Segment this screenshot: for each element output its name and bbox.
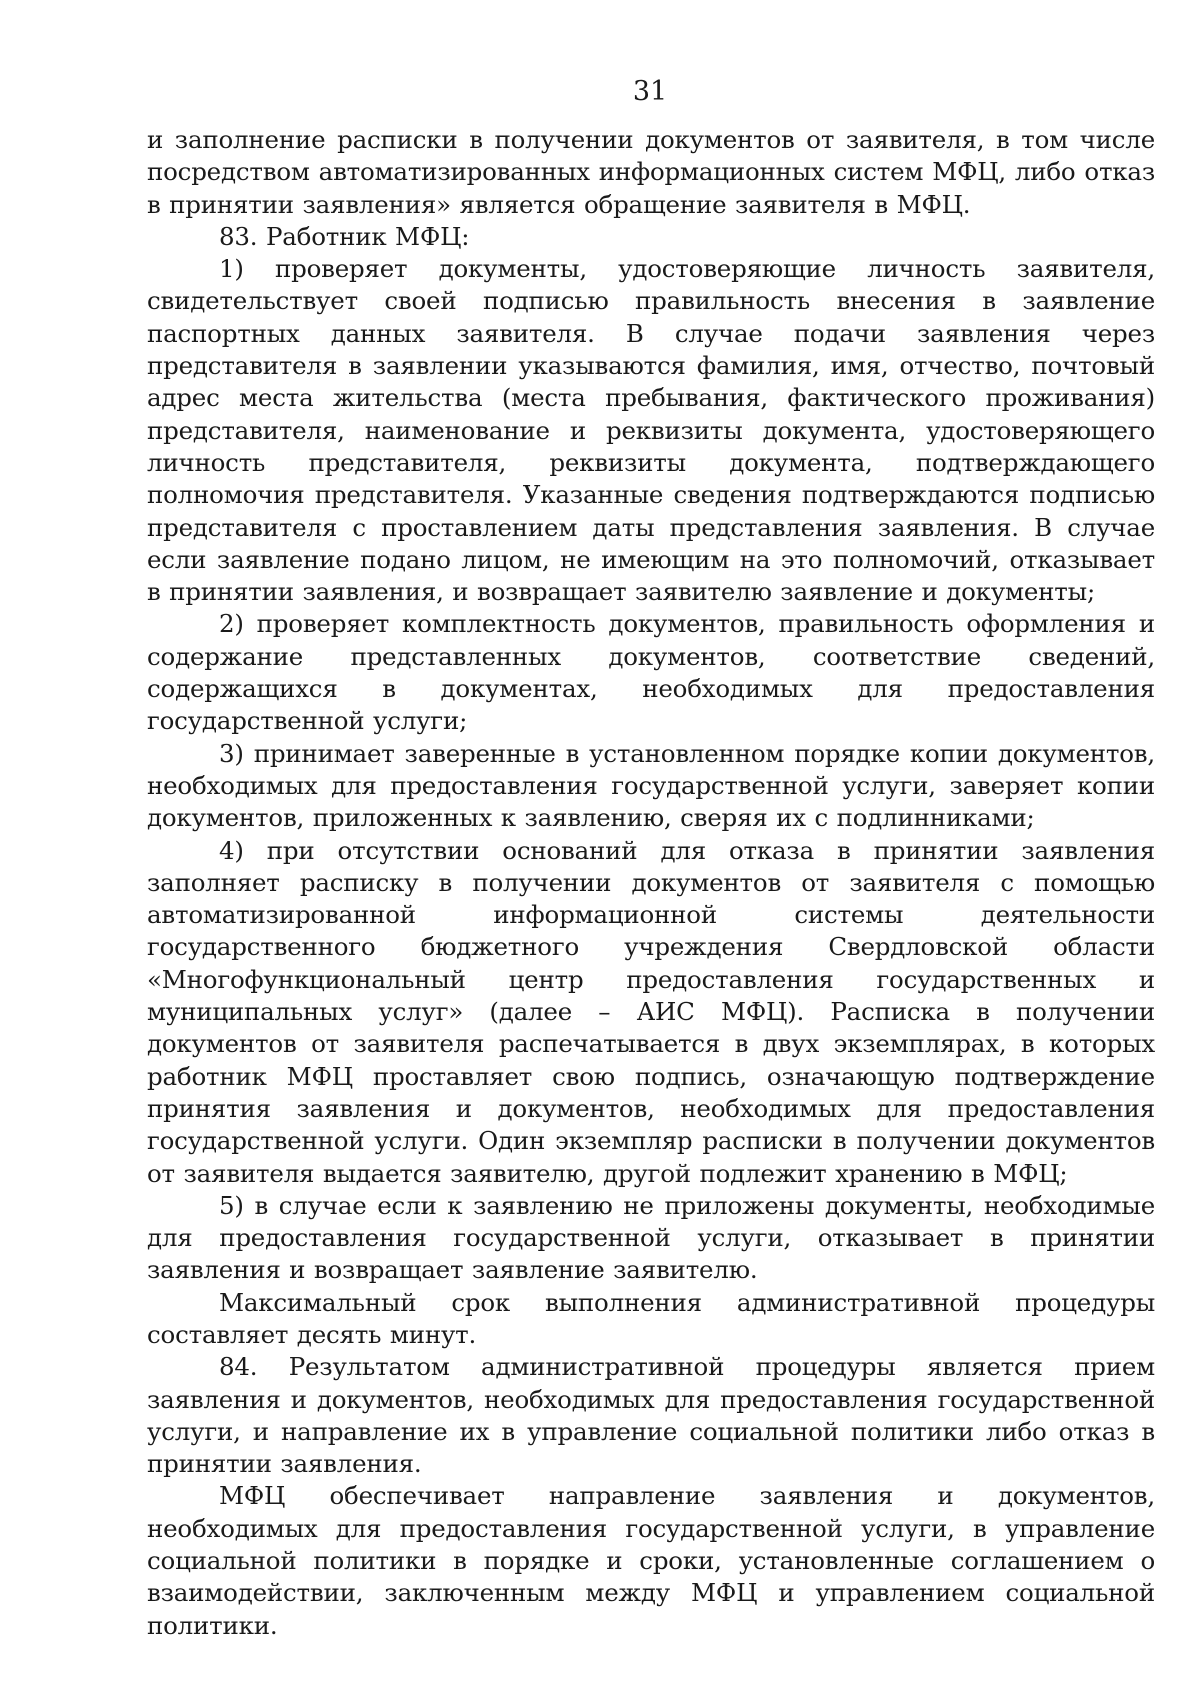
paragraph-item-3: 3) принимает заверенные в установленном порядке копии документов, необходимых для предоставления государственной услуги, заверяет копии документов, приложенных к заявлению, сверяя их с подлинниками; <box>147 738 1155 833</box>
paragraph-continuation: и заполнение расписки в получении документов от заявителя, в том числе посредством автоматизированных информационных систем МФЦ, либо отказ в принятии заявления» является обращение заявителя в МФЦ. <box>147 125 1155 219</box>
paragraph-item-1: 1) проверяет документы, удостоверяющие личность заявителя, свидетельствует своей подписью правильность внесения в заявление паспортных данных заявителя. В случае подачи заявления через представителя в заявлении указываются фамилия, имя, отчество, почтовый адрес места жительства (места пребывания, фактического проживания) представителя, наименование и реквизиты документа, удостоверяющего личность представителя, реквизиты документа, подтверждающего полномочия представителя. Указанные сведения подтверждаются подписью представителя с проставлением даты представления заявления. В случае если заявление подано лицом, не имеющим на это полномочий, отказывает в принятии заявления, и возвращает заявителю заявление и документы; <box>147 254 1155 607</box>
paragraph-item-84: 84. Результатом административной процедуры является прием заявления и документов, необходимых для предоставления государственной услуги, и направление их в управление социальной политики либо отказ в принятии заявления. <box>147 1352 1155 1479</box>
document-body <box>147 124 1155 1642</box>
page-number <box>0 76 1200 108</box>
paragraph-item-83-heading: 83. Работник МФЦ: <box>219 221 470 251</box>
paragraph-item-2: 2) проверяет комплектность документов, правильность оформления и содержание представленных документов, соответствие сведений, содержащихся в документах, необходимых для предоставления государственной услуги; <box>147 609 1155 736</box>
paragraph-max-duration: Максимальный срок выполнения административной процедуры составляет десять минут. <box>147 1287 1155 1349</box>
page-number-text: 31 <box>632 76 668 107</box>
paragraph-item-4: 4) при отсутствии оснований для отказа в принятии заявления заполняет расписку в получении документов от заявителя с помощью автоматизированной информационной системы деятельности государственного бюджетного учреждения Свердловской области «Многофункциональный центр предоставления государственных и муниципальных услуг» (далее – АИС МФЦ). Расписка в получении документов от заявителя распечатывается в двух экземплярах, в которых работник МФЦ проставляет свою подпись, означающую подтверждение принятия заявления и документов, необходимых для предоставления государственной услуги. Один экземпляр расписки в получении документов от заявителя выдается заявителю, другой подлежит хранению в МФЦ; <box>147 835 1155 1188</box>
paragraph-mfc-forwarding: МФЦ обеспечивает направление заявления и документов, необходимых для предоставления государственной услуги, в управление социальной политики в порядке и сроки, установленные соглашением о взаимодействии, заключенным между МФЦ и управлением социальной политики. <box>147 1481 1155 1640</box>
paragraph-item-5: 5) в случае если к заявлению не приложены документы, необходимые для предоставления государственной услуги, отказывает в принятии заявления и возвращает заявление заявителю. <box>147 1190 1155 1285</box>
